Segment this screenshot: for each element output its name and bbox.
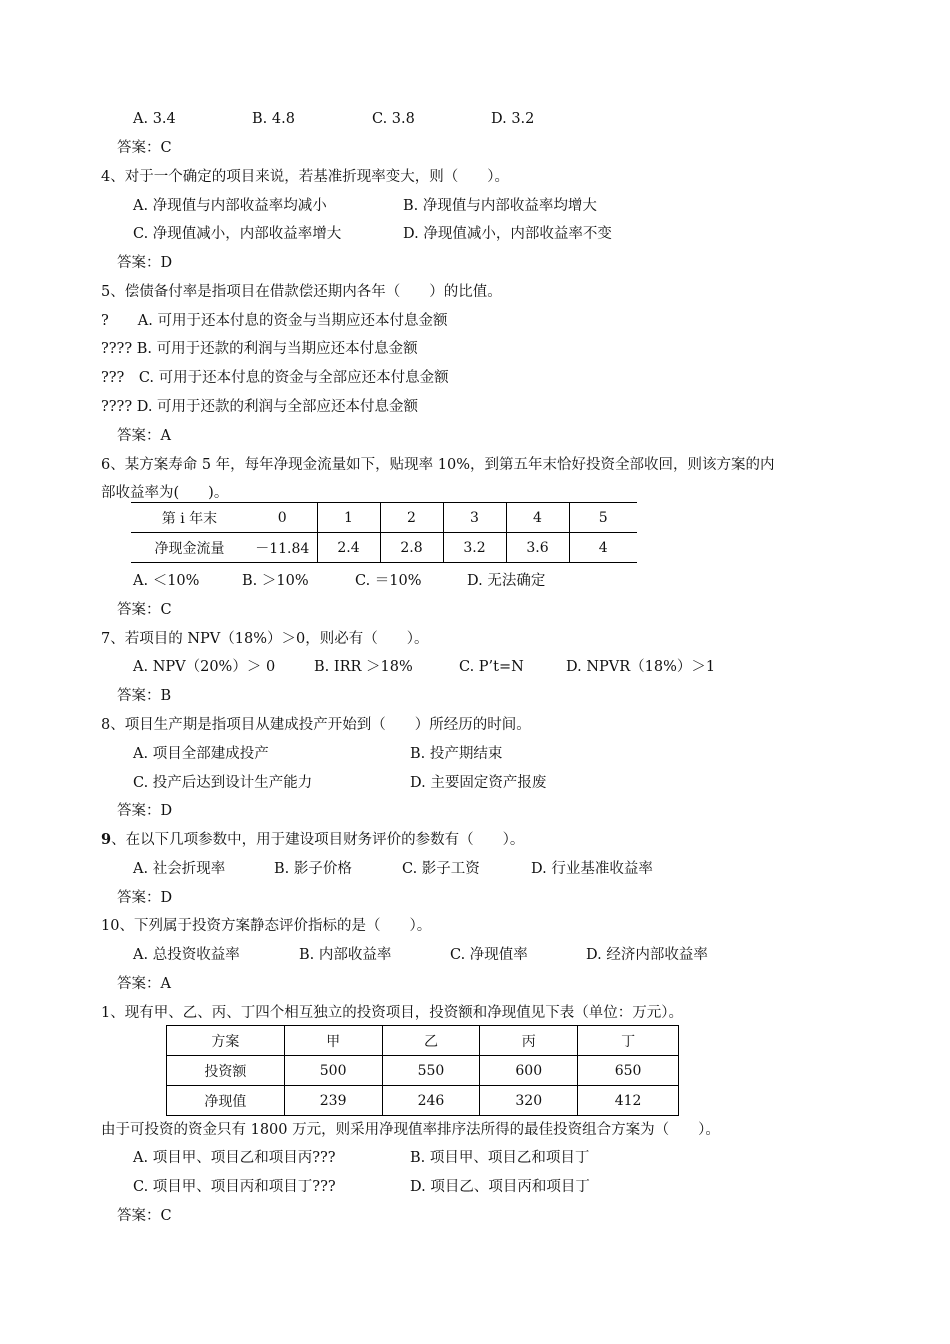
year-cell: 1: [317, 503, 380, 533]
q5-option-d: ???? D. 可用于还款的利润与全部应还本付息金额: [101, 399, 419, 415]
flow-cell: －11.84: [248, 533, 317, 563]
table-row: [131, 503, 637, 533]
flow-cell: 4: [569, 533, 637, 563]
m1-option-c: C. 项目甲、项目丙和项目丁???: [133, 1179, 336, 1195]
q6-option-b: B. ＞10%: [242, 573, 309, 589]
year-cell: 4: [506, 503, 569, 533]
q8-stem: 8、项目生产期是指项目从建成投产开始到（ ）所经历的时间。: [101, 717, 531, 733]
table-cell: 净现值: [167, 1086, 285, 1116]
q9-option-c: C. 影子工资: [402, 861, 480, 877]
flow-cell: 2.8: [380, 533, 443, 563]
m1-stem2: 由于可投资的资金只有 1800 万元，则采用净现值率排序法所得的最佳投资组合方案为（ ）。: [101, 1122, 720, 1138]
q5-option-c: ??? C. 可用于还本付息的资金与全部应还本付息金额: [101, 370, 449, 386]
row-label-flow: 净现金流量: [131, 533, 248, 563]
q3-option-c: C. 3.8: [372, 111, 415, 127]
flow-cell: 3.2: [443, 533, 506, 563]
q4-stem: 4、对于一个确定的项目来说，若基准折现率变大，则（ ）。: [101, 169, 509, 185]
q8-option-b: B. 投产期结束: [410, 746, 503, 762]
q6-option-d: D. 无法确定: [467, 573, 546, 589]
q5-stem: 5、偿债备付率是指项目在借款偿还期内各年（ ）的比值。: [101, 284, 502, 300]
table-cell: 500: [284, 1056, 382, 1086]
q9-number: 9: [101, 831, 112, 848]
q5-answer: 答案：A: [117, 428, 171, 444]
year-cell: 2: [380, 503, 443, 533]
m1-option-a: A. 项目甲、项目乙和项目丙???: [133, 1150, 336, 1166]
q6-stem-line1: 6、某方案寿命 5 年，每年净现金流量如下，贴现率 10%，到第五年末恰好投资全部收回，则该方案的内: [101, 457, 775, 473]
header-cell: 乙: [382, 1026, 480, 1056]
table-row: [167, 1086, 679, 1116]
q4-option-a: A. 净现值与内部收益率均减小: [133, 198, 327, 214]
q10-stem: 10、下列属于投资方案静态评价指标的是（ ）。: [101, 918, 432, 934]
year-cell: 5: [569, 503, 637, 533]
q10-option-d: D. 经济内部收益率: [586, 947, 708, 963]
q3-option-a: A. 3.4: [133, 111, 176, 127]
m1-option-b: B. 项目甲、项目乙和项目丁: [410, 1150, 590, 1166]
q6-answer: 答案：C: [117, 602, 172, 618]
table-cell: 320: [480, 1086, 578, 1116]
q10-option-c: C. 净现值率: [450, 947, 528, 963]
q8-option-a: A. 项目全部建成投产: [133, 746, 269, 762]
table-cell: 650: [578, 1056, 679, 1086]
q6-option-a: A. ＜10%: [133, 573, 200, 589]
table-cell: 投资额: [167, 1056, 285, 1086]
header-cell: 甲: [284, 1026, 382, 1056]
header-cell: 丁: [578, 1026, 679, 1056]
flow-cell: 3.6: [506, 533, 569, 563]
q6-stem-line2: 部收益率为( )。: [101, 485, 229, 501]
q7-option-c: C. P’t=N: [459, 659, 524, 675]
m1-answer: 答案：C: [117, 1208, 172, 1224]
q9-option-b: B. 影子价格: [274, 861, 352, 877]
flow-cell: 2.4: [317, 533, 380, 563]
q4-answer: 答案：D: [117, 255, 173, 271]
q3-answer: 答案：C: [117, 140, 172, 156]
table-cell: 412: [578, 1086, 679, 1116]
table-cell: 600: [480, 1056, 578, 1086]
q9-answer: 答案：D: [117, 890, 173, 906]
q8-option-c: C. 投产后达到设计生产能力: [133, 775, 313, 791]
m1-option-d: D. 项目乙、项目丙和项目丁: [410, 1179, 590, 1195]
m1-stem: 1、现有甲、乙、丙、丁四个相互独立的投资项目，投资额和净现值见下表（单位：万元）。: [101, 1005, 683, 1021]
q9-option-a: A. 社会折现率: [133, 861, 226, 877]
year-cell: 0: [248, 503, 317, 533]
q9-stem: 、在以下几项参数中，用于建设项目财务评价的参数有（ ）。: [111, 832, 525, 848]
q4-option-b: B. 净现值与内部收益率均增大: [403, 198, 597, 214]
q6-option-c: C. ＝10%: [355, 573, 422, 589]
table-cell: 550: [382, 1056, 480, 1086]
investment-table: [166, 1025, 679, 1116]
q7-option-a: A. NPV（20%）＞ 0: [133, 659, 276, 675]
q8-answer: 答案：D: [117, 803, 173, 819]
q10-option-a: A. 总投资收益率: [133, 947, 240, 963]
q5-option-b: ???? B. 可用于还款的利润与当期应还本付息金额: [101, 341, 418, 357]
q3-option-d: D. 3.2: [491, 111, 535, 127]
year-cell: 3: [443, 503, 506, 533]
q10-answer: 答案：A: [117, 976, 171, 992]
q3-option-b: B. 4.8: [252, 111, 295, 127]
q7-answer: 答案：B: [117, 688, 172, 704]
q7-option-b: B. IRR ＞18%: [314, 659, 413, 675]
q4-option-d: D. 净现值减小，内部收益率不变: [403, 226, 612, 242]
table-row: [131, 533, 637, 563]
q5-option-a: ? A. 可用于还本付息的资金与当期应还本付息金额: [101, 313, 448, 329]
q7-stem: 7、若项目的 NPV（18%）＞0，则必有（ ）。: [101, 631, 429, 647]
table-cell: 239: [284, 1086, 382, 1116]
q7-option-d: D. NPVR（18%）＞1: [566, 659, 716, 675]
header-cell: 方案: [167, 1026, 285, 1056]
q9-stem-line: [101, 830, 524, 850]
table-row: [167, 1056, 679, 1086]
q9-option-d: D. 行业基准收益率: [531, 861, 653, 877]
row-label-year: 第 i 年末: [131, 503, 248, 533]
table-header-row: [167, 1026, 679, 1056]
header-cell: 丙: [480, 1026, 578, 1056]
q4-option-c: C. 净现值减小，内部收益率增大: [133, 226, 342, 242]
q10-option-b: B. 内部收益率: [299, 947, 392, 963]
table-cell: 246: [382, 1086, 480, 1116]
q8-option-d: D. 主要固定资产报废: [410, 775, 547, 791]
cash-flow-table: [131, 502, 637, 563]
